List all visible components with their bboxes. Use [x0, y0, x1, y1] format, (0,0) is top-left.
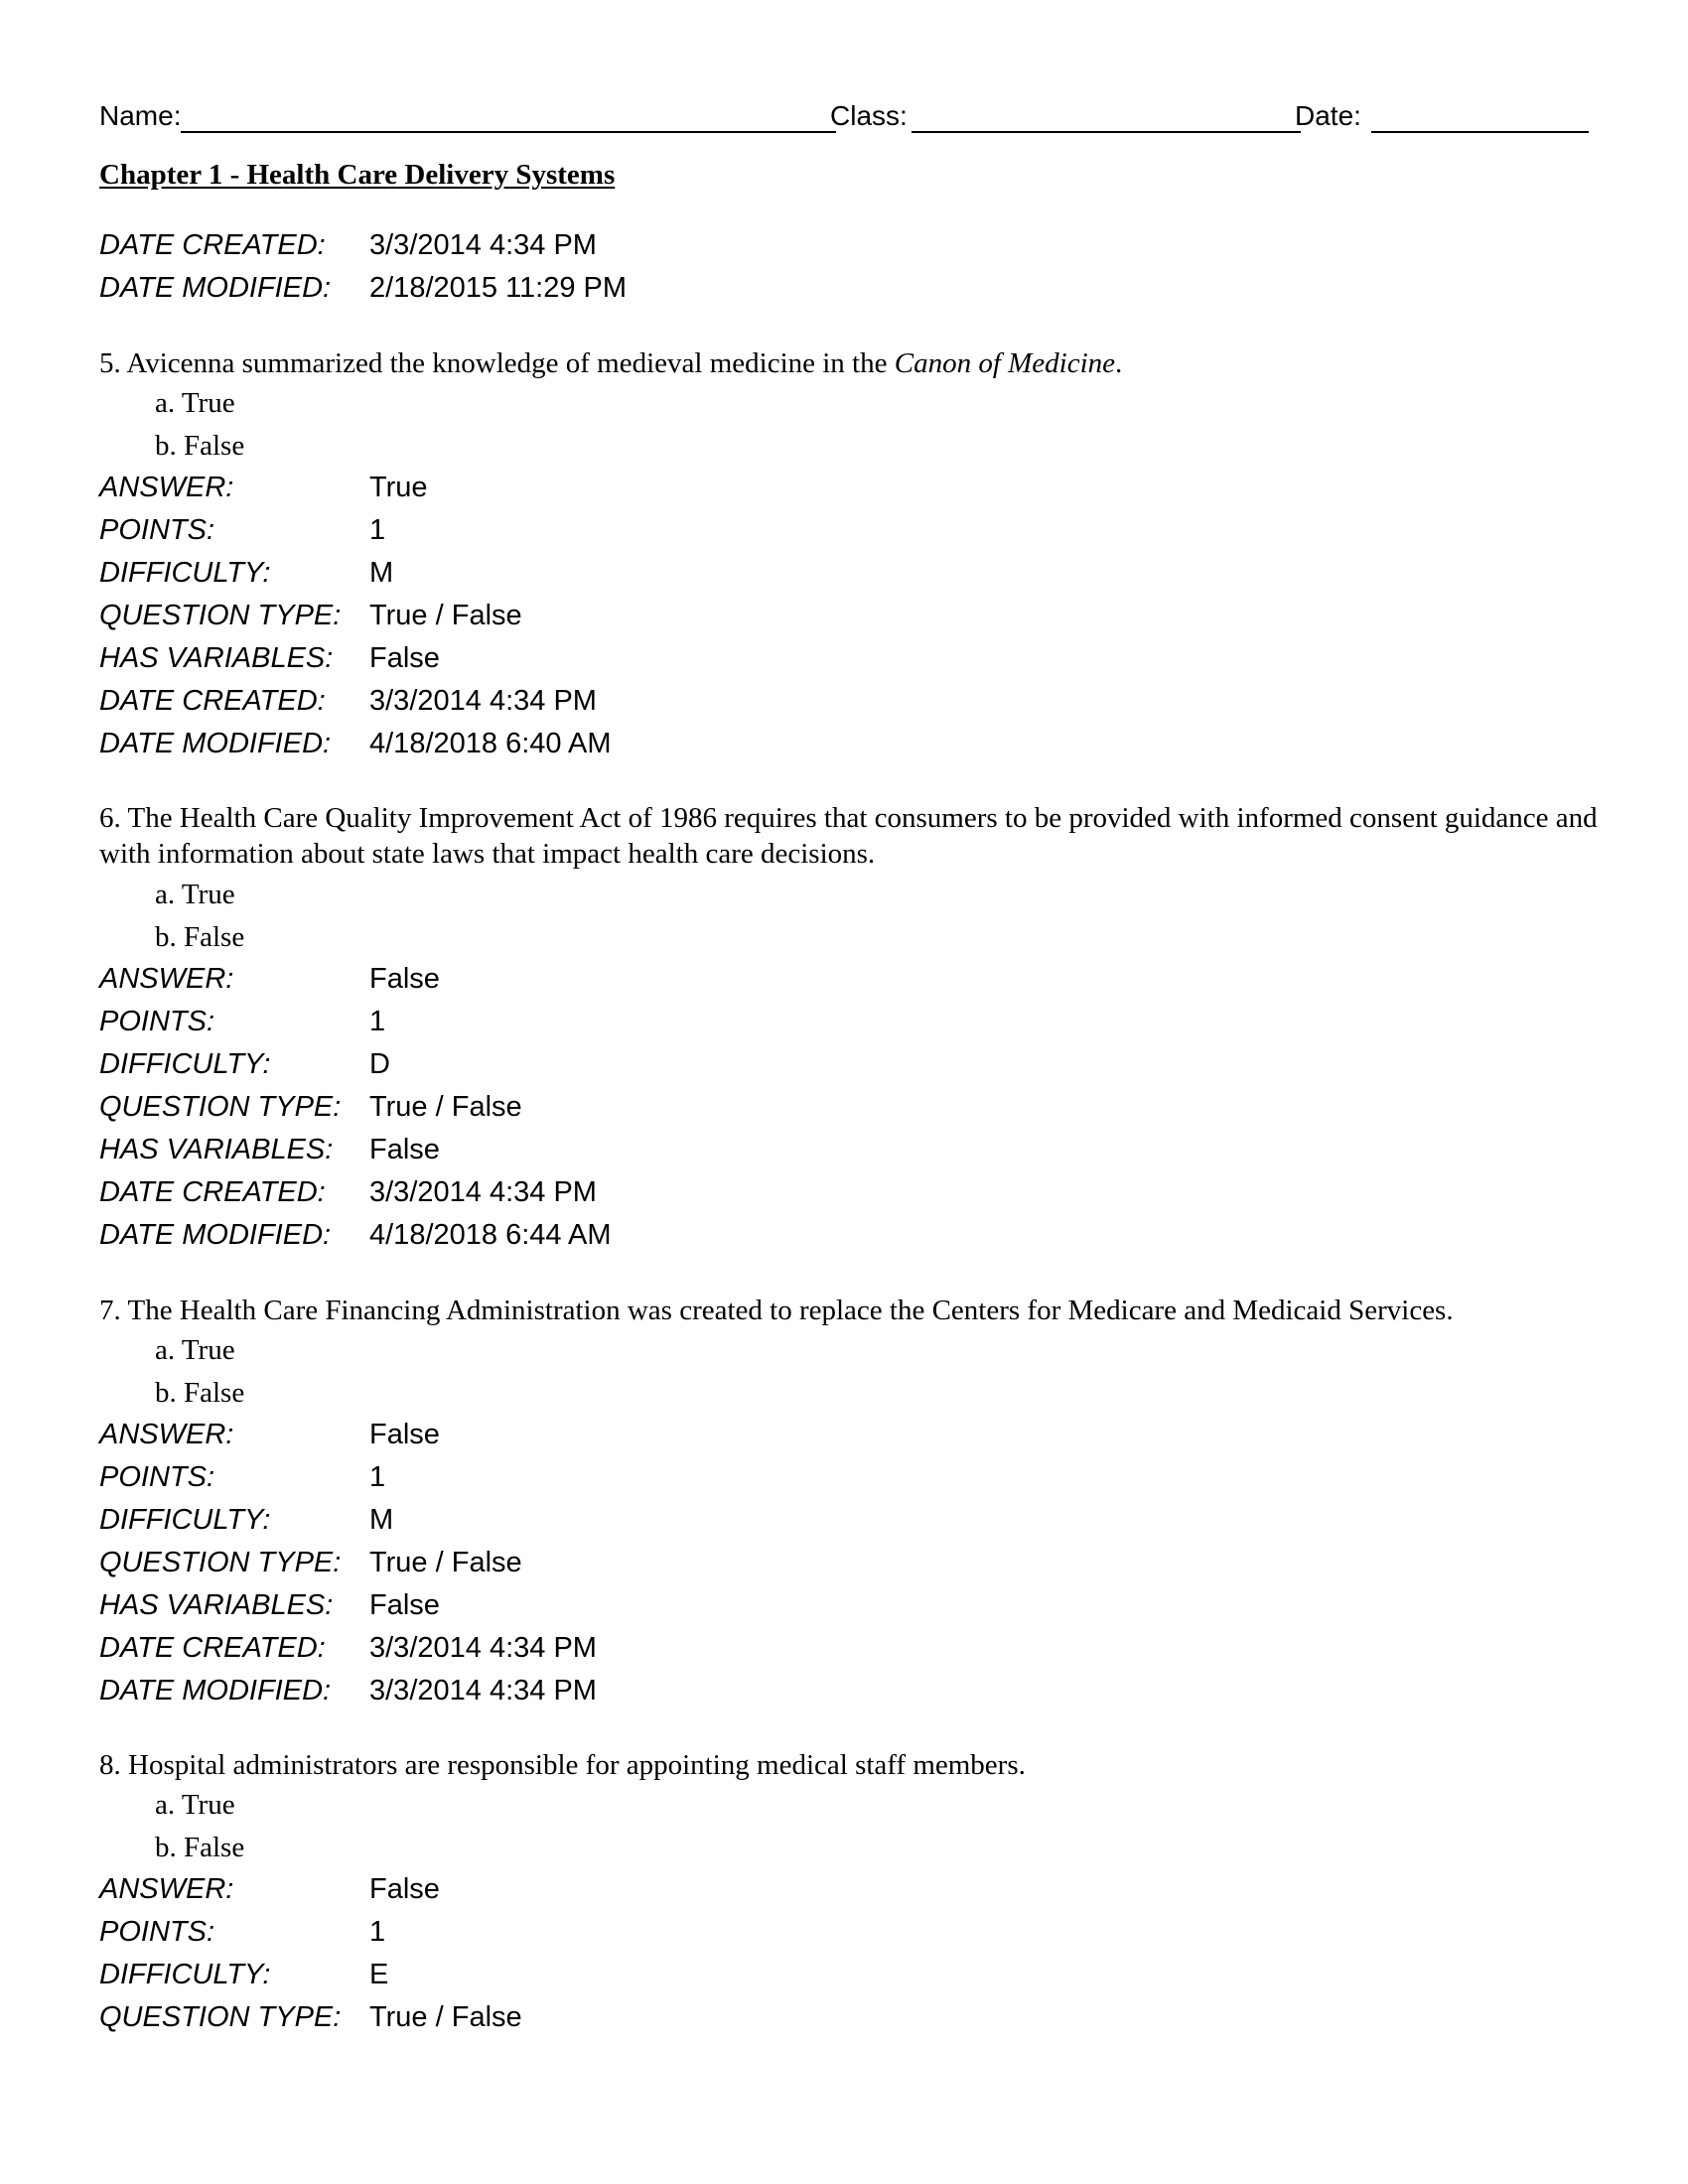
meta-value: M: [369, 557, 394, 589]
meta-label: DATE CREATED:: [99, 1176, 326, 1208]
date-label: Date:: [1295, 100, 1361, 131]
question-5-text: [99, 345, 1599, 381]
name-label: Name:: [99, 100, 182, 131]
meta-value: False: [369, 1873, 440, 1905]
meta-value: True / False: [369, 600, 522, 631]
meta-label: HAS VARIABLES:: [99, 1134, 334, 1165]
meta-value: False: [369, 1134, 440, 1165]
meta-value: 3/3/2014 4:34 PM: [369, 229, 597, 261]
name-blank-line: [181, 131, 836, 133]
meta-value: 1: [369, 1461, 386, 1493]
meta-value: M: [369, 1504, 394, 1536]
meta-label: ANSWER:: [99, 472, 234, 503]
meta-value: 4/18/2018 6:40 AM: [369, 728, 612, 759]
meta-label: ANSWER:: [99, 963, 234, 995]
question-7-option-a: a. True: [155, 1334, 235, 1366]
question-8-option-b: b. False: [155, 1832, 245, 1863]
question-text-part: 5. Avicenna summarized the knowledge of medieval medicine in the: [99, 347, 895, 379]
meta-value: True: [369, 472, 428, 503]
meta-value: 2/18/2015 11:29 PM: [369, 272, 628, 304]
meta-value: 1: [369, 514, 386, 546]
student-info-header: [99, 99, 1589, 139]
meta-value: False: [369, 642, 440, 674]
meta-value: False: [369, 1419, 440, 1450]
date-blank-line: [1371, 131, 1589, 133]
meta-label: POINTS:: [99, 1461, 215, 1493]
meta-label: DATE MODIFIED:: [99, 1675, 332, 1706]
meta-value: E: [369, 1959, 389, 1990]
meta-label: DIFFICULTY:: [99, 1959, 271, 1990]
book-title: Canon of Medicine: [894, 347, 1116, 379]
meta-label: DATE CREATED:: [99, 1632, 326, 1664]
question-8-text: 8. Hospital administrators are responsible for appointing medical staff members.: [99, 1749, 1026, 1781]
question-7-option-b: b. False: [155, 1377, 245, 1409]
question-5-option-b: b. False: [155, 430, 245, 462]
meta-value: True / False: [369, 1547, 522, 1578]
meta-label: HAS VARIABLES:: [99, 642, 334, 674]
chapter-title: Chapter 1 - Health Care Delivery Systems: [99, 159, 616, 191]
meta-value: 4/18/2018 6:44 AM: [369, 1219, 612, 1251]
meta-label: POINTS:: [99, 514, 215, 546]
meta-value: 3/3/2014 4:34 PM: [369, 1632, 597, 1664]
question-6-text: 6. The Health Care Quality Improvement Act of 1986 requires that consumers to be provided with informed consent guidance and with information about state laws that impact health care decisions.: [99, 802, 1598, 870]
meta-label: QUESTION TYPE:: [99, 1547, 342, 1578]
meta-label: DATE CREATED:: [99, 229, 326, 261]
meta-label: ANSWER:: [99, 1419, 234, 1450]
meta-value: False: [369, 1589, 440, 1621]
meta-value: D: [369, 1048, 390, 1080]
meta-label: DATE MODIFIED:: [99, 1219, 332, 1251]
class-blank-line: [912, 131, 1301, 133]
meta-label: DATE CREATED:: [99, 685, 326, 717]
question-6-option-b: b. False: [155, 921, 245, 953]
meta-label: ANSWER:: [99, 1873, 234, 1905]
meta-value: True / False: [369, 2001, 522, 2033]
meta-label: DIFFICULTY:: [99, 1504, 271, 1536]
meta-label: QUESTION TYPE:: [99, 1091, 342, 1123]
meta-label: HAS VARIABLES:: [99, 1589, 334, 1621]
meta-value: 1: [369, 1006, 386, 1037]
meta-label: DATE MODIFIED:: [99, 728, 332, 759]
question-7-text: 7. The Health Care Financing Administration was created to replace the Centers for Medicare and Medicaid Services.: [99, 1295, 1454, 1326]
question-5-option-a: a. True: [155, 387, 235, 419]
meta-value: 3/3/2014 4:34 PM: [369, 685, 597, 717]
question-text-part: .: [1115, 347, 1123, 379]
meta-value: 1: [369, 1916, 386, 1948]
meta-value: True / False: [369, 1091, 522, 1123]
meta-value: False: [369, 963, 440, 995]
meta-value: 3/3/2014 4:34 PM: [369, 1675, 597, 1706]
class-label: Class:: [830, 100, 908, 131]
meta-label: POINTS:: [99, 1916, 215, 1948]
meta-label: POINTS:: [99, 1006, 215, 1037]
meta-label: QUESTION TYPE:: [99, 600, 342, 631]
meta-label: QUESTION TYPE:: [99, 2001, 342, 2033]
question-8-option-a: a. True: [155, 1789, 235, 1821]
question-6-option-a: a. True: [155, 879, 235, 910]
meta-label: DIFFICULTY:: [99, 557, 271, 589]
meta-label: DATE MODIFIED:: [99, 272, 332, 304]
meta-label: DIFFICULTY:: [99, 1048, 271, 1080]
meta-value: 3/3/2014 4:34 PM: [369, 1176, 597, 1208]
